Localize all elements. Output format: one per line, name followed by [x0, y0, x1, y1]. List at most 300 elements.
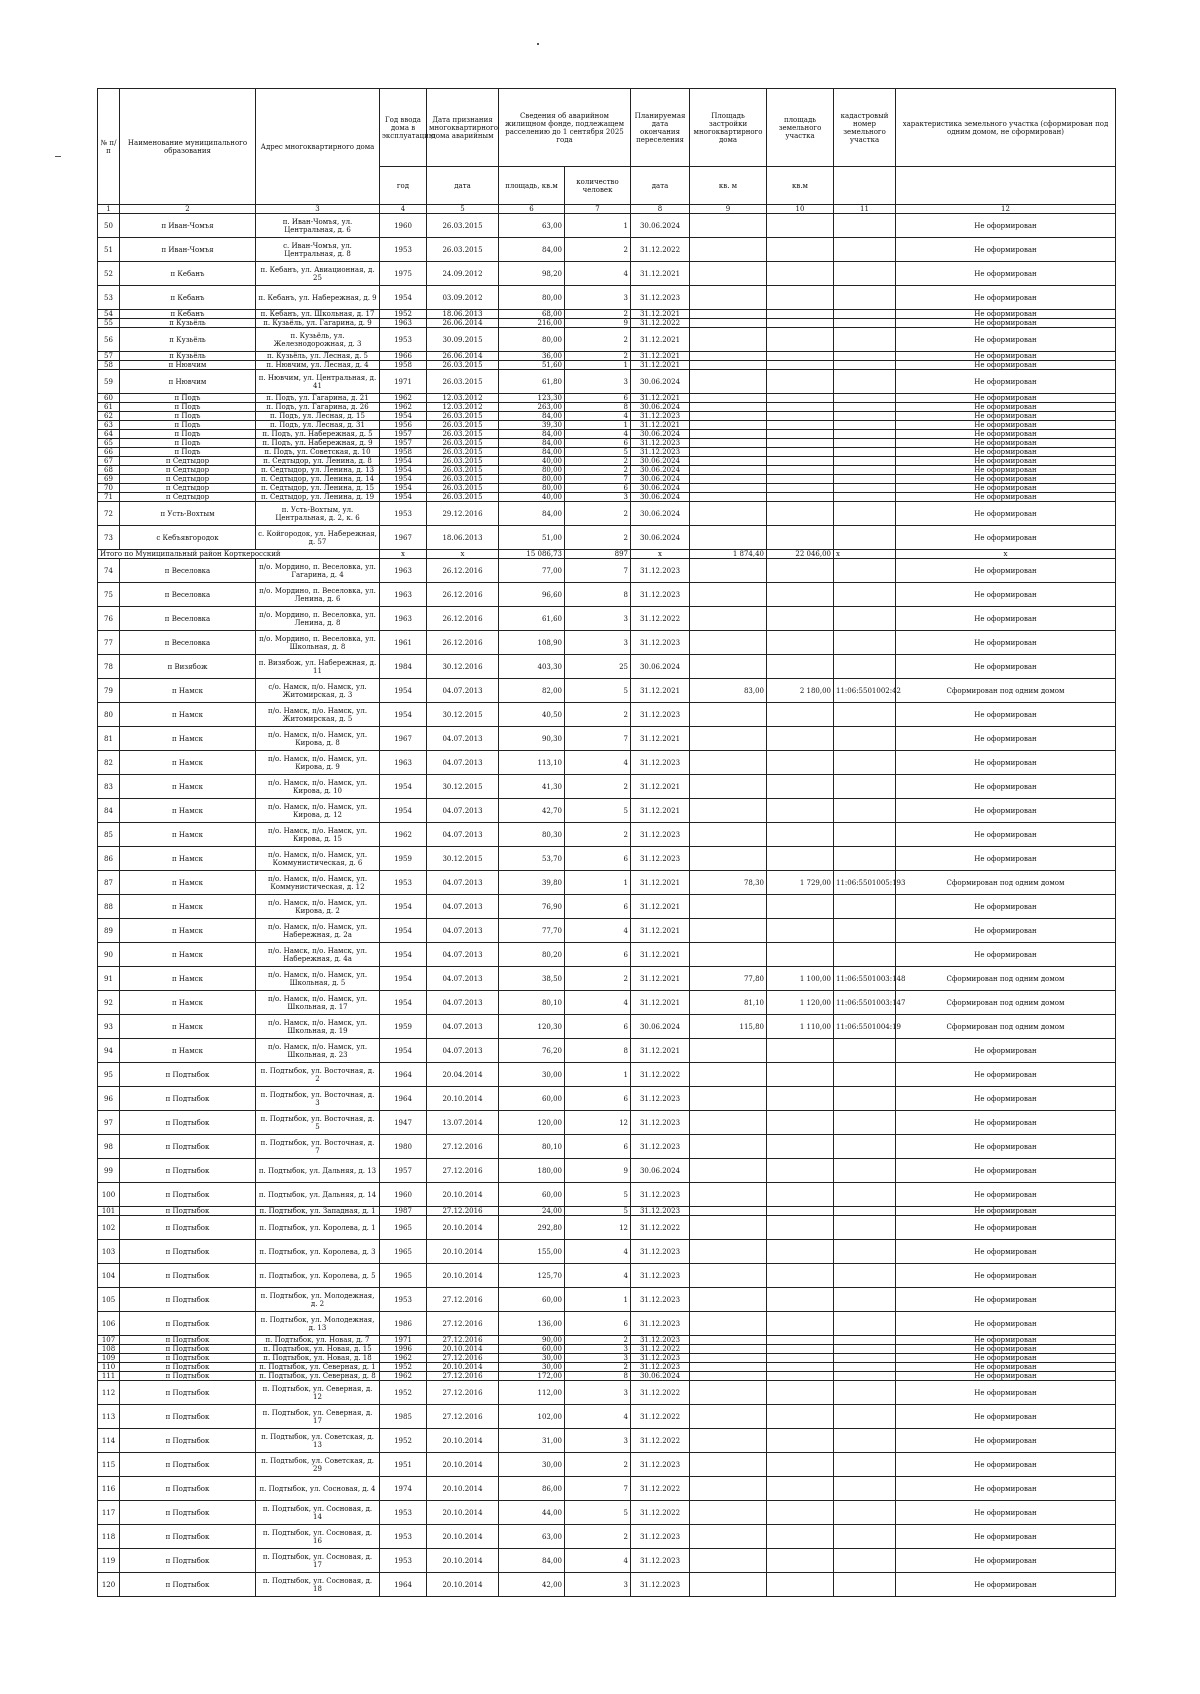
cell-year: 1963 [380, 607, 427, 631]
cell-land-status: Не оформирован [896, 1216, 1116, 1240]
cell-land-area [767, 319, 834, 328]
cell-emergency-date: 20.10.2014 [427, 1240, 499, 1264]
cell-land-area [767, 475, 834, 484]
cell-municipality: п Намск [120, 1015, 256, 1039]
cell-municipality: п Седтыдор [120, 484, 256, 493]
cell-number: 70 [98, 484, 120, 493]
cell-municipality: п Подтыбок [120, 1159, 256, 1183]
cell-cadastral: 11:06:5501002:42 [834, 679, 896, 703]
cell-people: 2 [565, 823, 631, 847]
cell-land-area [767, 394, 834, 403]
cell-land-area [767, 439, 834, 448]
cell-area: 80,20 [499, 943, 565, 967]
table-row [98, 1336, 1116, 1345]
cell-year: 1954 [380, 919, 427, 943]
cell-municipality: п Подтыбок [120, 1183, 256, 1207]
cell-planned-date: 31.12.2021 [631, 727, 690, 751]
table-row [98, 967, 1116, 991]
cell-building-area [690, 361, 767, 370]
cell-building-area [690, 475, 767, 484]
cell-land-status: Не оформирован [896, 751, 1116, 775]
header-land-char: характеристика земельного участка (сформирован под одним домом, не сформирован) [896, 89, 1116, 167]
cell-municipality: п Подтыбок [120, 1363, 256, 1372]
cell-area: 120,30 [499, 1015, 565, 1039]
cell-people: 4 [565, 751, 631, 775]
cell-land-area [767, 1372, 834, 1381]
cell-address: п. Визябож, ул. Набережная, д. 11 [256, 655, 380, 679]
cell-land-status: Не оформирован [896, 1288, 1116, 1312]
cell-number: 115 [98, 1453, 120, 1477]
cell-area: 80,00 [499, 328, 565, 352]
cell-number: 93 [98, 1015, 120, 1039]
cell-area: 36,00 [499, 352, 565, 361]
cell-land-status: Не оформирован [896, 262, 1116, 286]
table-row [98, 655, 1116, 679]
cell-planned-date: 31.12.2023 [631, 448, 690, 457]
cell-land-area [767, 1087, 834, 1111]
cell-planned-date: 30.06.2024 [631, 1372, 690, 1381]
cell-address: п/о. Намск, п/о. Намск, ул. Школьная, д. 23 [256, 1039, 380, 1063]
table-row [98, 1405, 1116, 1429]
cell-address: п/о. Мордино, п. Веселовка, ул. Школьная, д. 8 [256, 631, 380, 655]
cell-cadastral [834, 655, 896, 679]
cell-planned-date: 31.12.2021 [631, 967, 690, 991]
cell-planned-date: 31.12.2022 [631, 1501, 690, 1525]
cell-number: 106 [98, 1312, 120, 1336]
cell-emergency-date: 20.10.2014 [427, 1501, 499, 1525]
cell-emergency-date: 30.12.2016 [427, 655, 499, 679]
cell-planned-date: 31.12.2023 [631, 1453, 690, 1477]
cell-building-area [690, 1429, 767, 1453]
cell-building-area [690, 430, 767, 439]
cell-building-area [690, 328, 767, 352]
cell-municipality: п Намск [120, 775, 256, 799]
cell-people: 8 [565, 1372, 631, 1381]
cell-building-area [690, 1288, 767, 1312]
cell-number: 108 [98, 1345, 120, 1354]
table-row [98, 448, 1116, 457]
cell-address: п. Кебанъ, ул. Набережная, д. 9 [256, 286, 380, 310]
table-row [98, 1183, 1116, 1207]
cell-emergency-date: 04.07.2013 [427, 895, 499, 919]
cell-number: 84 [98, 799, 120, 823]
cell-building-area [690, 559, 767, 583]
cell-people: 3 [565, 1381, 631, 1405]
cell-emergency-date: 27.12.2016 [427, 1336, 499, 1345]
cell-land-area [767, 823, 834, 847]
cell-number: 78 [98, 655, 120, 679]
cell-emergency-date: 27.12.2016 [427, 1288, 499, 1312]
cell-planned-date: 31.12.2023 [631, 1549, 690, 1573]
cell-building-area [690, 1453, 767, 1477]
cell-area: 80,00 [499, 475, 565, 484]
cell-people: 25 [565, 655, 631, 679]
cell-people: 2 [565, 1336, 631, 1345]
cell-address: п. Подъ, ул. Гагарина, д. 26 [256, 403, 380, 412]
cell-address: п. Подтыбок, ул. Дальняя, д. 14 [256, 1183, 380, 1207]
cell-year: 1953 [380, 1288, 427, 1312]
cell-area: 155,00 [499, 1240, 565, 1264]
header-date-emergency: Дата признания многоквартирного дома аварийным [427, 89, 499, 167]
cell-land-status: Не оформирован [896, 1354, 1116, 1363]
cell-land-area [767, 238, 834, 262]
cell-address: п. Подтыбок, ул. Западная, д. 1 [256, 1207, 380, 1216]
cell-address: п. Подтыбок, ул. Восточная, д. 3 [256, 1087, 380, 1111]
table-row [98, 1264, 1116, 1288]
cell-address: п. Подъ, ул. Гагарина, д. 21 [256, 394, 380, 403]
cell-land-status: Не оформирован [896, 1039, 1116, 1063]
cell-land-area [767, 631, 834, 655]
cell-planned-date: 30.06.2024 [631, 493, 690, 502]
cell-planned-date: 30.06.2024 [631, 484, 690, 493]
cell-number: 64 [98, 430, 120, 439]
cell-land-area [767, 727, 834, 751]
cell-year: 1962 [380, 403, 427, 412]
table-row [98, 559, 1116, 583]
cell-cadastral [834, 1240, 896, 1264]
cell-area: 84,00 [499, 430, 565, 439]
cell-municipality: п Нювчим [120, 370, 256, 394]
cell-address: с/о. Намск, п/о. Намск, ул. Житомирская, д. 3 [256, 679, 380, 703]
cell-land-area [767, 559, 834, 583]
table-row [98, 1573, 1116, 1597]
cell-municipality: п Намск [120, 679, 256, 703]
cell-year: 1963 [380, 319, 427, 328]
cell-land-area [767, 1111, 834, 1135]
cell-address: п. Кузьёль, ул. Железнодорожная, д. 3 [256, 328, 380, 352]
cell-address: п. Подтыбок, ул. Советская, д. 29 [256, 1453, 380, 1477]
cell-people: 8 [565, 583, 631, 607]
cell-address: п. Седтыдор, ул. Ленина, д. 19 [256, 493, 380, 502]
cell-people: 3 [565, 370, 631, 394]
cell-year: 1963 [380, 559, 427, 583]
cell-number: 73 [98, 526, 120, 550]
cell-cadastral [834, 439, 896, 448]
table-row [98, 238, 1116, 262]
cell-planned-date: 31.12.2022 [631, 1405, 690, 1429]
table-row [98, 1039, 1116, 1063]
cell-land-status: Не оформирован [896, 310, 1116, 319]
cell-planned-date: 31.12.2022 [631, 1429, 690, 1453]
cell-land-status: Не оформирован [896, 421, 1116, 430]
cell-building-area [690, 352, 767, 361]
table-row [98, 727, 1116, 751]
cell-cadastral [834, 1039, 896, 1063]
cell-land-status: Не оформирован [896, 361, 1116, 370]
cell-building-area [690, 727, 767, 751]
cell-land-area [767, 310, 834, 319]
cell-area: 30,00 [499, 1354, 565, 1363]
cell-address: п. Подтыбок, ул. Королева, д. 1 [256, 1216, 380, 1240]
cell-area: 120,00 [499, 1111, 565, 1135]
cell-cadastral [834, 370, 896, 394]
cell-number: 67 [98, 457, 120, 466]
cell-land-status: Не оформирован [896, 1549, 1116, 1573]
cell-address: п. Нювчим, ул. Центральная, д. 41 [256, 370, 380, 394]
cell-land-area [767, 1477, 834, 1501]
cell-planned-date: x [631, 550, 690, 559]
cell-area: 39,30 [499, 421, 565, 430]
cell-year: 1954 [380, 895, 427, 919]
cell-building-area [690, 238, 767, 262]
cell-land-status: Не оформирован [896, 655, 1116, 679]
cell-building-area [690, 1216, 767, 1240]
cell-people: 5 [565, 679, 631, 703]
cell-area: 40,50 [499, 703, 565, 727]
cell-year: 1953 [380, 1525, 427, 1549]
cell-number: 58 [98, 361, 120, 370]
cell-cadastral [834, 1111, 896, 1135]
cell-year: 1954 [380, 799, 427, 823]
cell-emergency-date: 26.03.2015 [427, 421, 499, 430]
subheader-m2: кв. м [690, 167, 767, 205]
cell-land-status: Не оформирован [896, 1453, 1116, 1477]
cell-building-area [690, 1312, 767, 1336]
cell-area: 77,00 [499, 559, 565, 583]
cell-municipality: п Нювчим [120, 361, 256, 370]
cell-number: 110 [98, 1363, 120, 1372]
cell-area: 98,20 [499, 262, 565, 286]
cell-land-status: Не оформирован [896, 847, 1116, 871]
cell-land-status: Не оформирован [896, 394, 1116, 403]
cell-land-status: Не оформирован [896, 1381, 1116, 1405]
cell-cadastral [834, 1216, 896, 1240]
cell-land-status: Не оформирован [896, 1429, 1116, 1453]
cell-municipality: п Веселовка [120, 583, 256, 607]
cell-people: 4 [565, 1264, 631, 1288]
cell-year: 1986 [380, 1312, 427, 1336]
cell-land-status: Не оформирован [896, 370, 1116, 394]
cell-address: п/о. Намск, п/о. Намск, ул. Коммунистическая, д. 6 [256, 847, 380, 871]
cell-cadastral [834, 214, 896, 238]
cell-emergency-date: 30.12.2015 [427, 847, 499, 871]
table-row [98, 1381, 1116, 1405]
cell-building-area [690, 655, 767, 679]
cell-year: 1951 [380, 1453, 427, 1477]
cell-municipality: п Подтыбок [120, 1288, 256, 1312]
cell-people: 1 [565, 421, 631, 430]
cell-number: 55 [98, 319, 120, 328]
cell-cadastral [834, 1354, 896, 1363]
cell-emergency-date: 27.12.2016 [427, 1381, 499, 1405]
cell-cadastral [834, 1549, 896, 1573]
cell-year: 1953 [380, 502, 427, 526]
cell-year: 1958 [380, 448, 427, 457]
cell-area: 63,00 [499, 214, 565, 238]
cell-cadastral [834, 583, 896, 607]
cell-land-area [767, 1039, 834, 1063]
cell-land-area [767, 1183, 834, 1207]
cell-address: п. Седтыдор, ул. Ленина, д. 14 [256, 475, 380, 484]
cell-people: 7 [565, 1477, 631, 1501]
cell-municipality: п Подтыбок [120, 1216, 256, 1240]
cell-people: 12 [565, 1216, 631, 1240]
cell-emergency-date: 04.07.2013 [427, 967, 499, 991]
table-row [98, 1477, 1116, 1501]
cell-planned-date: 31.12.2021 [631, 421, 690, 430]
cell-number: 69 [98, 475, 120, 484]
cell-municipality: п Подъ [120, 439, 256, 448]
cell-municipality: п Подъ [120, 403, 256, 412]
cell-building-area: 81,10 [690, 991, 767, 1015]
cell-cadastral [834, 262, 896, 286]
cell-municipality: п Седтыдор [120, 475, 256, 484]
cell-planned-date: 31.12.2021 [631, 943, 690, 967]
cell-address: п. Кебанъ, ул. Авиационная, д. 25 [256, 262, 380, 286]
table-row [98, 439, 1116, 448]
cell-number: 66 [98, 448, 120, 457]
cell-number: 99 [98, 1159, 120, 1183]
cell-building-area [690, 214, 767, 238]
cell-emergency-date: 20.10.2014 [427, 1573, 499, 1597]
cell-people: 5 [565, 1501, 631, 1525]
table-row [98, 319, 1116, 328]
table-row [98, 1015, 1116, 1039]
cell-year: 1964 [380, 1063, 427, 1087]
cell-people: 2 [565, 703, 631, 727]
cell-address: п. Иван-Чомъя, ул. Центральная, д. 6 [256, 214, 380, 238]
cell-land-area [767, 466, 834, 475]
cell-emergency-date: x [427, 550, 499, 559]
cell-year: 1954 [380, 1039, 427, 1063]
cell-number: 85 [98, 823, 120, 847]
cell-land-area [767, 895, 834, 919]
cell-address: п/о. Намск, п/о. Намск, ул. Кирова, д. 15 [256, 823, 380, 847]
cell-municipality: п Иван-Чомъя [120, 214, 256, 238]
cell-area: 76,20 [499, 1039, 565, 1063]
cell-building-area [690, 286, 767, 310]
cell-building-area: 115,80 [690, 1015, 767, 1039]
cell-people: 6 [565, 1312, 631, 1336]
table-body [98, 214, 1116, 1597]
cell-area: 84,00 [499, 502, 565, 526]
cell-planned-date: 31.12.2023 [631, 1288, 690, 1312]
cell-municipality: п Намск [120, 751, 256, 775]
cell-cadastral [834, 310, 896, 319]
cell-municipality: п Подъ [120, 448, 256, 457]
cell-people: 6 [565, 895, 631, 919]
cell-planned-date: 31.12.2023 [631, 1087, 690, 1111]
cell-people: 2 [565, 328, 631, 352]
cell-people: 2 [565, 466, 631, 475]
cell-building-area [690, 457, 767, 466]
cell-municipality: п Подъ [120, 430, 256, 439]
cell-people: 2 [565, 352, 631, 361]
cell-cadastral [834, 823, 896, 847]
cell-people: 2 [565, 967, 631, 991]
cell-address: п/о. Намск, п/о. Намск, ул. Школьная, д. 19 [256, 1015, 380, 1039]
cell-land-area [767, 655, 834, 679]
cell-number: 77 [98, 631, 120, 655]
cell-planned-date: 31.12.2021 [631, 328, 690, 352]
cell-land-area [767, 583, 834, 607]
cell-address: п. Подтыбок, ул. Северная, д. 8 [256, 1372, 380, 1381]
cell-year: 1962 [380, 823, 427, 847]
cell-area: 44,00 [499, 1501, 565, 1525]
subheader-date: дата [427, 167, 499, 205]
cell-building-area [690, 394, 767, 403]
cell-area: 80,00 [499, 286, 565, 310]
cell-year: 1954 [380, 466, 427, 475]
column-number: 11 [834, 205, 896, 214]
cell-planned-date: 30.06.2024 [631, 475, 690, 484]
cell-land-status: Не оформирован [896, 775, 1116, 799]
cell-building-area [690, 847, 767, 871]
cell-building-area [690, 1477, 767, 1501]
cell-area: 15 086,73 [499, 550, 565, 559]
cell-land-status: Не оформирован [896, 607, 1116, 631]
cell-municipality: п Подтыбок [120, 1264, 256, 1288]
cell-land-status: Не оформирован [896, 439, 1116, 448]
cell-cadastral [834, 1453, 896, 1477]
cell-people: 3 [565, 1573, 631, 1597]
cell-address: п. Кебанъ, ул. Школьная, д. 17 [256, 310, 380, 319]
cell-emergency-date: 20.10.2014 [427, 1363, 499, 1372]
cell-address: п. Седтыдор, ул. Ленина, д. 13 [256, 466, 380, 475]
cell-year: 1954 [380, 484, 427, 493]
cell-address: п. Седтыдор, ул. Ленина, д. 15 [256, 484, 380, 493]
cell-planned-date: 31.12.2021 [631, 775, 690, 799]
cell-land-area [767, 421, 834, 430]
cell-emergency-date: 03.09.2012 [427, 286, 499, 310]
cell-cadastral [834, 319, 896, 328]
cell-address: п. Подтыбок, ул. Новая, д. 7 [256, 1336, 380, 1345]
cell-number: 95 [98, 1063, 120, 1087]
cell-land-status: Не оформирован [896, 1405, 1116, 1429]
cell-cadastral [834, 703, 896, 727]
cell-land-status: Не оформирован [896, 1207, 1116, 1216]
cell-land-area [767, 1207, 834, 1216]
cell-number: 111 [98, 1372, 120, 1381]
cell-emergency-date: 26.03.2015 [427, 370, 499, 394]
cell-land-status: Не оформирован [896, 403, 1116, 412]
table-row [98, 1207, 1116, 1216]
cell-planned-date: 30.06.2024 [631, 457, 690, 466]
cell-building-area [690, 1336, 767, 1345]
cell-land-area [767, 1240, 834, 1264]
cell-municipality: п Кузьёль [120, 328, 256, 352]
cell-people: 3 [565, 493, 631, 502]
cell-area: 76,90 [499, 895, 565, 919]
cell-planned-date: 31.12.2023 [631, 631, 690, 655]
cell-cadastral [834, 526, 896, 550]
cell-address: п/о. Намск, п/о. Намск, ул. Школьная, д. 5 [256, 967, 380, 991]
cell-land-status: Не оформирован [896, 1336, 1116, 1345]
cell-emergency-date: 20.10.2014 [427, 1087, 499, 1111]
cell-emergency-date: 24.09.2012 [427, 262, 499, 286]
cell-building-area [690, 1111, 767, 1135]
cell-emergency-date: 12.03.2012 [427, 394, 499, 403]
table-row [98, 991, 1116, 1015]
cell-planned-date: 31.12.2021 [631, 919, 690, 943]
cell-municipality: п Намск [120, 799, 256, 823]
cell-people: 9 [565, 319, 631, 328]
cell-area: 30,00 [499, 1453, 565, 1477]
cell-area: 84,00 [499, 412, 565, 421]
cell-cadastral [834, 412, 896, 421]
cell-land-status: Сформирован под одним домом [896, 967, 1116, 991]
cell-cadastral [834, 1207, 896, 1216]
cell-land-area [767, 607, 834, 631]
cell-address: п. Подъ, ул. Лесная, д. 31 [256, 421, 380, 430]
cell-land-status: Не оформирован [896, 1087, 1116, 1111]
cell-number: 109 [98, 1354, 120, 1363]
cell-people: 6 [565, 1135, 631, 1159]
table-row [98, 1453, 1116, 1477]
table-row [98, 703, 1116, 727]
cell-land-area [767, 370, 834, 394]
cell-area: 80,00 [499, 484, 565, 493]
